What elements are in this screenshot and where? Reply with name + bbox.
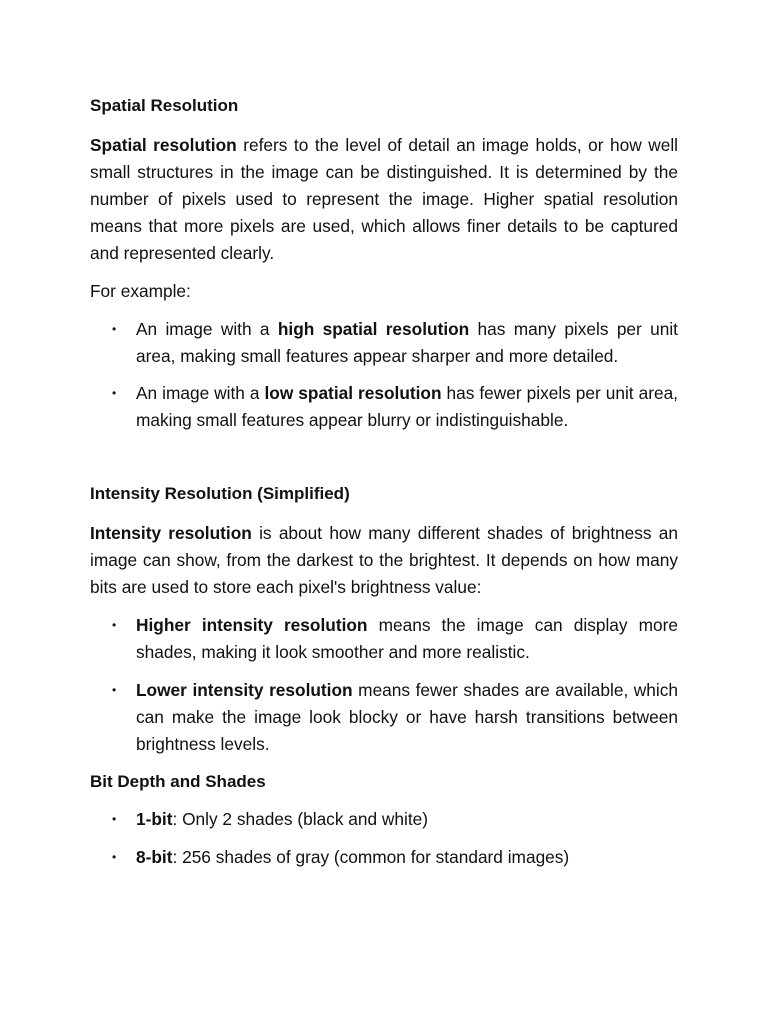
- paragraph-example-label: For example:: [90, 281, 191, 301]
- list-item: • 1-bit: Only 2 shades (black and white): [90, 806, 678, 833]
- term-intensity-resolution: Intensity resolution: [90, 523, 252, 543]
- paragraph-intensity-intro: [90, 520, 678, 601]
- list-item: • An image with a high spatial resolution has many pixels per unit area, making small features appear sharper and more detailed.: [90, 316, 678, 370]
- list-item: • Lower intensity resolution means fewer shades are available, which can make the image look blocky or have harsh transitions between brightness levels.: [90, 677, 678, 758]
- bullet-icon: •: [112, 812, 117, 826]
- list-item: • An image with a low spatial resolution has fewer pixels per unit area, making small features appear blurry or indistinguishable.: [90, 380, 678, 434]
- list-intensity-levels: [90, 612, 678, 758]
- bullet-icon: •: [112, 850, 117, 864]
- list-bit-depth: [90, 806, 678, 871]
- list-item: • 8-bit: 256 shades of gray (common for standard images): [90, 844, 678, 871]
- bullet-icon: •: [112, 618, 117, 632]
- bullet-icon: •: [112, 386, 117, 400]
- list-spatial-examples: [90, 316, 678, 434]
- heading-bit-depth: Bit Depth and Shades: [90, 772, 266, 791]
- heading-spatial-resolution: Spatial Resolution: [90, 96, 239, 115]
- bullet-icon: •: [112, 322, 117, 336]
- list-item: • Higher intensity resolution means the image can display more shades, making it look smoother and more realistic.: [90, 612, 678, 666]
- paragraph-intensity-text: is about how many different shades of brightness an image can show, from the darkest to the brightest. It depends on how many bits are used to store each pixel's brightness value:: [90, 523, 678, 597]
- term-spatial-resolution: Spatial resolution: [90, 135, 237, 155]
- paragraph-spatial-intro: [90, 132, 678, 267]
- paragraph-spatial-text: refers to the level of detail an image holds, or how well small structures in the image can be distinguished. It is determined by the number of pixels used to represent the image. Higher spatial resolution means that more pixels are used, which allows finer details to be captured and represented clearly.: [90, 135, 679, 263]
- heading-intensity-resolution: Intensity Resolution (Simplified): [90, 484, 350, 503]
- bullet-icon: •: [112, 683, 117, 697]
